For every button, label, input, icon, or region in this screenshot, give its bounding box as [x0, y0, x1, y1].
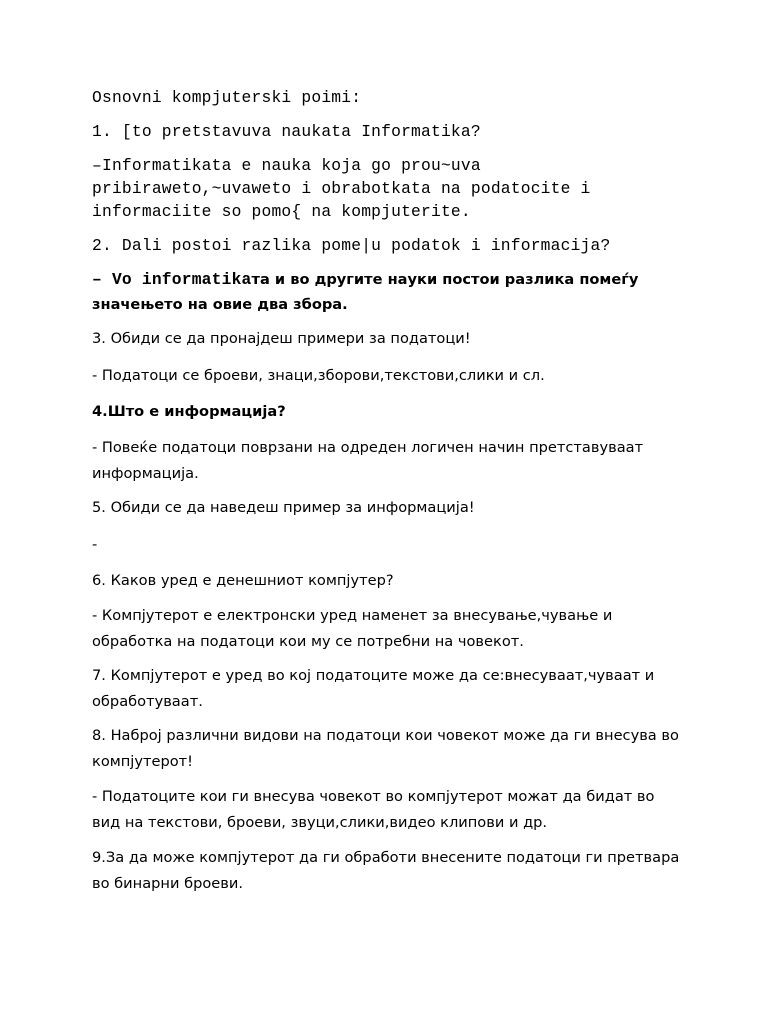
question-9 [92, 845, 732, 897]
question-8-line-1: 8. Наброј различни видови на податоци кои човекот може да ги внесува во [92, 727, 679, 744]
answer-6-line-1: - Компјутерот е електронски уред наменет за внесување,чување и [92, 607, 613, 624]
answer-1-line-3: informaciite so pomo{ na kompjuterite. [92, 202, 471, 221]
answer-3: - Податоци се броеви, знаци,зборови,текстови,слики и сл. [92, 367, 545, 384]
question-8-line-2: компјутерот! [92, 753, 194, 770]
question-5: 5. Обиди се да наведеш пример за информација! [92, 499, 475, 516]
answer-2-mono-part: – Vo informatika [92, 270, 252, 289]
question-4: 4.Што е информација? [92, 403, 286, 420]
answer-8-line-2: вид на текстови, броеви, звуци,слики,видео клипови и др. [92, 814, 548, 831]
document-heading: Osnovni kompjuterski poimi: [92, 88, 362, 107]
question-7-line-1: 7. Компјутерот е уред во кој податоците може да се:внесуваат,чуваат и [92, 667, 655, 684]
answer-1-line-2: pribiraweto,~uvaweto i obrabotkata na podatocite i [92, 179, 591, 198]
answer-4-line-2: информација. [92, 465, 199, 482]
answer-2-line-2: значењето на овие два збора. [92, 296, 348, 313]
answer-1-line-1: –Informatikata e nauka koja go prou~uva [92, 156, 481, 175]
answer-6-line-2: обработка на податоци кои му се потребни на човекот. [92, 633, 524, 650]
answer-6 [92, 603, 732, 655]
question-3: 3. Обиди се да пронајдеш примери за податоци! [92, 330, 471, 347]
answer-4 [92, 435, 732, 487]
answer-2-cyrillic-part: та и во другите науки постои разлика помеѓу [251, 271, 639, 288]
answer-8-line-1: - Податоците кои ги внесува човекот во компјутерот можат да бидат во [92, 788, 655, 805]
question-7-line-2: обработуваат. [92, 693, 203, 710]
question-9-line-1: 9.За да може компјутерот да ги обработи внесените податоци ги претвара [92, 849, 680, 866]
answer-5: - [92, 536, 98, 553]
question-6: 6. Каков уред е денешниот компјутер? [92, 572, 394, 589]
answer-2-line-1 [92, 267, 732, 293]
answer-1 [92, 154, 591, 223]
answer-2 [92, 267, 732, 318]
question-1: 1. [to pretstavuva naukata Informatika? [92, 122, 481, 141]
question-7 [92, 663, 732, 715]
question-8 [92, 723, 732, 775]
question-2: 2. Dali postoi razlika pome|u podatok i informacija? [92, 236, 611, 255]
answer-8 [92, 784, 732, 836]
answer-4-line-1: - Повеќе податоци поврзани на одреден логичен начин претставуваат [92, 439, 644, 456]
question-9-line-2: во бинарни броеви. [92, 875, 243, 892]
